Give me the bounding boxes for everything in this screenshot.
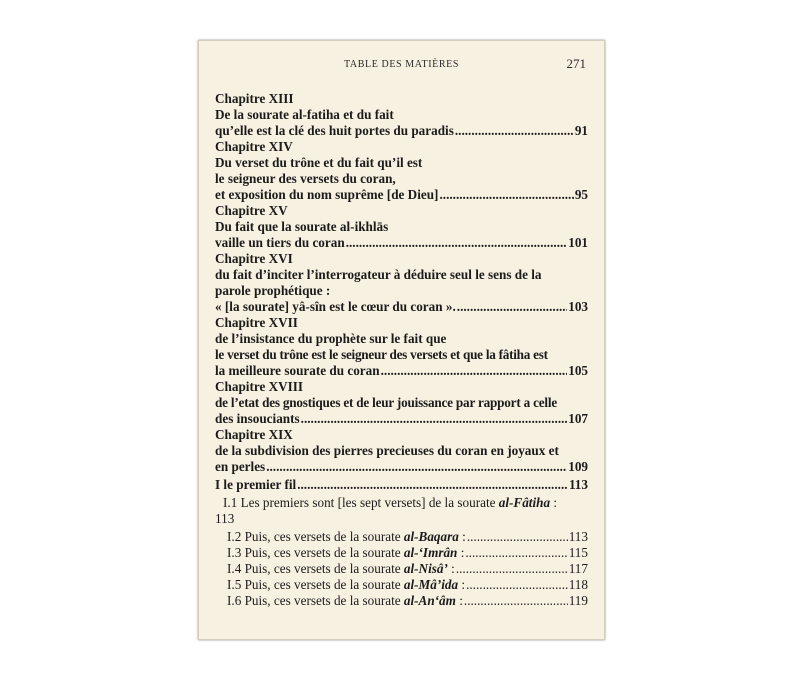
dot-leader: [465, 545, 567, 561]
dot-leader: [266, 459, 567, 475]
page-ref: 113: [215, 511, 235, 526]
sourate-name: al-Fâtiha: [498, 495, 551, 510]
table-of-contents: [215, 91, 588, 609]
page-ref: 113: [568, 477, 588, 492]
sourate-name: al-An‘âm: [403, 593, 456, 608]
chapter-line: vaille un tiers du coran: [215, 235, 345, 250]
sourate-name: al-Nisâ’: [403, 561, 448, 576]
chapter-line: en perles: [215, 459, 266, 474]
page-ref: 115: [568, 545, 588, 560]
chapter-line: De la sourate al-fatiha et du fait: [215, 107, 394, 122]
subsection-colon: :: [553, 495, 558, 510]
sourate-name: al-‘Imrân: [403, 545, 458, 560]
toc-chapter-15: [215, 203, 588, 251]
sourate-name: al-Mâ’ida: [403, 577, 459, 592]
toc-subsection: [215, 593, 588, 609]
chapter-title: Chapitre XVIII: [215, 379, 304, 394]
page-ref: 105: [568, 363, 588, 378]
chapter-title: Chapitre XIX: [215, 427, 293, 442]
page-ref: 107: [568, 411, 588, 426]
page-ref: 91: [574, 123, 588, 138]
dot-leader: [456, 561, 568, 577]
dot-leader: [457, 299, 567, 315]
subsection-text: I.3 Puis, ces versets de la sourate: [227, 545, 401, 560]
toc-chapter-13: [215, 91, 588, 139]
sourate-name: al-Baqara: [403, 529, 459, 544]
page-ref: 103: [568, 299, 588, 314]
subsection-colon: :: [459, 593, 463, 608]
chapter-line: Du verset du trône et du fait qu’il est: [215, 155, 423, 170]
chapter-title: Chapitre XIII: [215, 91, 294, 106]
toc-chapter-14: [215, 139, 588, 203]
page-ref: 95: [574, 187, 588, 202]
toc-chapter-16: [215, 251, 588, 315]
toc-subsection: [215, 529, 588, 545]
chapter-line: du fait d’inciter l’interrogateur à déduire seul le sens de la: [215, 267, 542, 282]
dot-leader: [455, 123, 574, 139]
subsection-colon: :: [462, 529, 466, 544]
toc-entry-line: [215, 235, 588, 251]
toc-chapter-19: [215, 427, 588, 475]
dot-leader: [467, 529, 568, 545]
toc-subsection: [215, 545, 588, 561]
chapter-line: le verset du trône est le seigneur des versets et que la fâtiha est: [215, 347, 548, 362]
toc-subsection: [215, 577, 588, 593]
chapter-line: de l’etat des gnostiques et de leur jouissance par rapport a celle: [215, 395, 557, 410]
subsection-text: I.4 Puis, ces versets de la sourate: [227, 561, 401, 576]
dot-leader: [301, 411, 568, 427]
toc-subsection: [215, 561, 588, 577]
toc-entry-line: [215, 411, 588, 427]
chapter-line: de la subdivision des pierres precieuses du coran en joyaux et: [215, 443, 559, 458]
dot-leader: [297, 477, 568, 493]
dot-leader: [466, 577, 568, 593]
toc-subsection-1-1-page: [215, 511, 588, 527]
page-number: 271: [566, 56, 586, 71]
dot-leader: [381, 363, 568, 379]
toc-entry-line: [215, 459, 588, 475]
page-ref: 117: [568, 561, 588, 576]
toc-chapter-18: [215, 379, 588, 427]
book-page: [198, 40, 605, 640]
subsection-text: I.1 Les premiers sont [les sept versets] de la sourate: [223, 495, 496, 510]
chapter-title: Chapitre XV: [215, 203, 288, 218]
chapter-line: de l’insistance du prophète sur le fait que: [215, 331, 447, 346]
chapter-line: et exposition du nom suprême [de Dieu]: [215, 187, 439, 202]
dot-leader: [346, 235, 568, 251]
toc-chapter-17: [215, 315, 588, 379]
subsection-list: [215, 529, 588, 609]
dot-leader: [439, 187, 573, 203]
section-label: I le premier fil: [215, 477, 297, 492]
page-ref: 101: [568, 235, 588, 250]
subsection-text: I.2 Puis, ces versets de la sourate: [227, 529, 401, 544]
toc-subsection-1-1: [215, 495, 588, 511]
dot-leader: [464, 593, 568, 609]
chapter-line: qu’elle est la clé des huit portes du paradis: [215, 123, 454, 138]
toc-entry-line: [215, 123, 588, 139]
subsection-colon: :: [461, 577, 466, 592]
running-title: TABLE DES MATIÈRES: [344, 59, 459, 70]
page-ref: 109: [568, 459, 588, 474]
chapter-line: parole prophétique :: [215, 283, 331, 298]
toc-section-1: [215, 477, 588, 493]
subsection-text: I.5 Puis, ces versets de la sourate: [227, 577, 401, 592]
chapter-line: « [la sourate] yâ-sîn est le cœur du coran ».: [215, 299, 456, 314]
subsection-text: I.6 Puis, ces versets de la sourate: [227, 593, 401, 608]
chapter-title: Chapitre XVI: [215, 251, 293, 266]
chapter-line: la meilleure sourate du coran: [215, 363, 380, 378]
toc-entry-line: [215, 363, 588, 379]
subsection-colon: :: [451, 561, 455, 576]
page-ref: 119: [568, 593, 588, 608]
chapter-title: Chapitre XVII: [215, 315, 298, 330]
toc-entry-line: [215, 299, 588, 315]
chapter-line: des insouciants: [215, 411, 300, 426]
subsection-colon: :: [460, 545, 465, 560]
page-ref: 113: [568, 529, 588, 544]
toc-entry-line: [215, 187, 588, 203]
chapter-line: le seigneur des versets du coran,: [215, 171, 396, 186]
chapter-title: Chapitre XIV: [215, 139, 293, 154]
chapter-line: Du fait que la sourate al-ikhlās: [215, 219, 389, 234]
page-ref: 118: [568, 577, 588, 592]
